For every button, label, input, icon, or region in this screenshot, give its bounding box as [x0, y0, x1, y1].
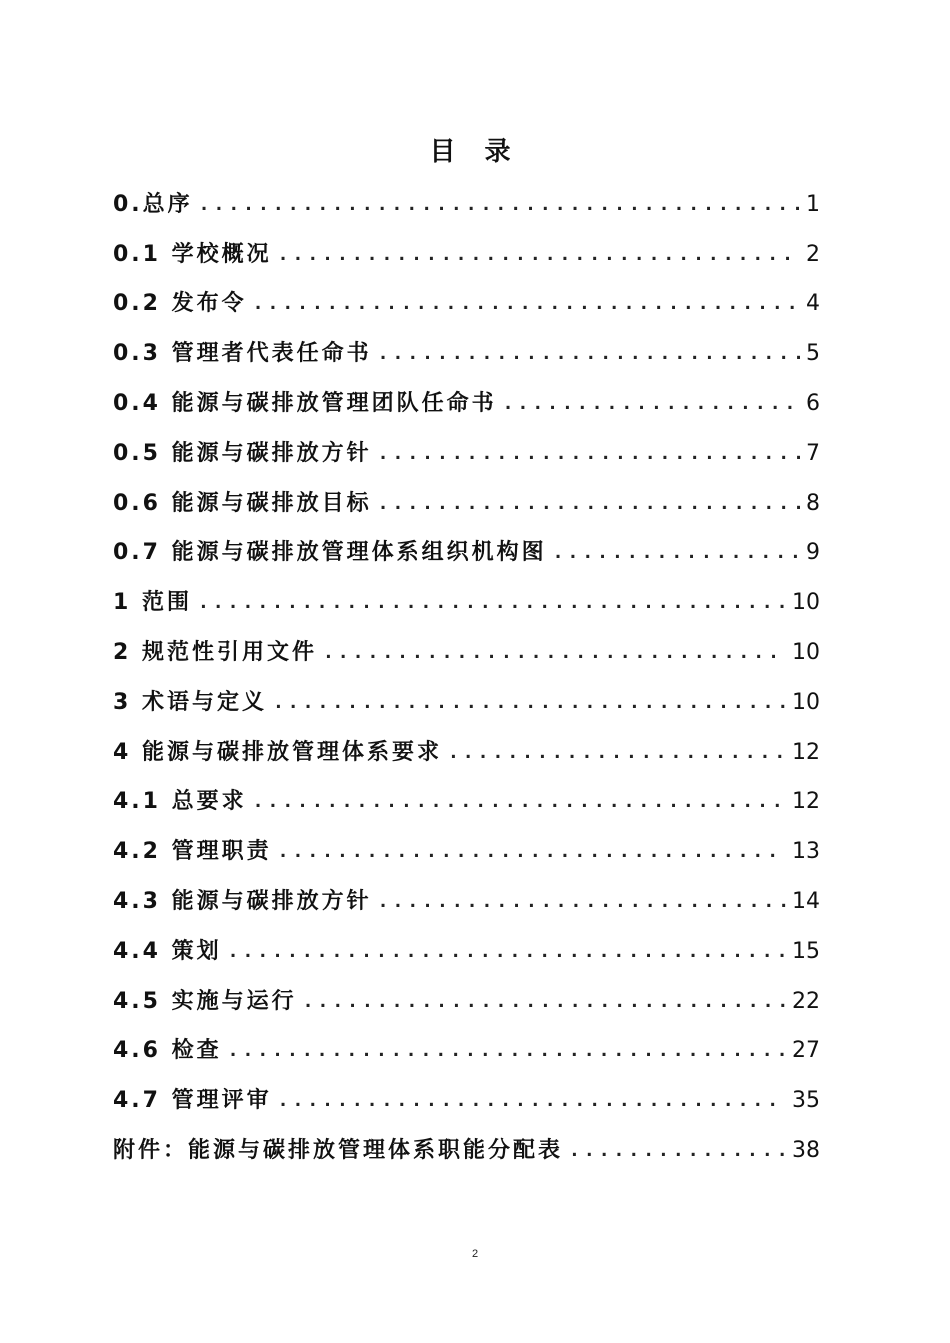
toc-entry-page: 6 — [806, 391, 820, 417]
toc-entry[interactable] — [113, 1076, 820, 1126]
toc-dot-leader — [228, 937, 786, 967]
toc-entry[interactable] — [113, 230, 820, 280]
toc-entry-label: 4 能源与碳排放管理体系要求 — [113, 739, 442, 765]
toc-entry[interactable] — [113, 927, 820, 977]
toc-entry-label: 4.5 实施与运行 — [113, 988, 297, 1014]
toc-dot-leader — [378, 489, 800, 519]
toc-dot-leader — [448, 738, 786, 768]
toc-entry-page: 35 — [792, 1088, 820, 1114]
toc-entry[interactable] — [113, 1126, 820, 1176]
toc-entry-label: 3 术语与定义 — [113, 689, 267, 715]
toc-entry-page: 2 — [806, 241, 820, 267]
toc-entry-label: 2 规范性引用文件 — [113, 640, 317, 666]
toc-dot-leader — [553, 538, 800, 568]
toc-entry[interactable] — [113, 280, 820, 330]
toc-entry-page: 4 — [806, 291, 820, 317]
toc-entry-page: 1 — [806, 191, 820, 217]
toc-entry[interactable] — [113, 1027, 820, 1077]
toc-dot-leader — [378, 887, 786, 917]
toc-entry-label: 4.2 管理职责 — [113, 839, 272, 865]
toc-dot-leader — [378, 439, 800, 469]
toc-dot-leader — [323, 638, 786, 668]
toc-entry-page: 27 — [792, 1038, 820, 1064]
toc-entry-label: 4.7 管理评审 — [113, 1088, 272, 1114]
toc-entry-label: 0.5 能源与碳排放方针 — [113, 440, 372, 466]
toc-entry[interactable] — [113, 329, 820, 379]
toc-entry-label: 0.7 能源与碳排放管理体系组织机构图 — [113, 540, 547, 566]
toc-entry-label: 附件：能源与碳排放管理体系职能分配表 — [113, 1138, 564, 1164]
toc-entry-label: 0.总序 — [113, 191, 193, 217]
toc-dot-leader — [278, 1086, 786, 1116]
toc-entry-page: 12 — [792, 789, 820, 815]
toc-entry-page: 8 — [806, 490, 820, 516]
toc-entry[interactable] — [113, 529, 820, 579]
page-number: 2 — [471, 1248, 479, 1260]
toc-entry[interactable] — [113, 429, 820, 479]
toc-entry-label: 4.3 能源与碳排放方针 — [113, 889, 372, 915]
toc-entry[interactable] — [113, 877, 820, 927]
toc-entry-page: 5 — [806, 341, 820, 367]
toc-dot-leader — [198, 588, 786, 618]
toc-entry[interactable] — [113, 578, 820, 628]
toc-dot-leader — [303, 987, 786, 1017]
toc-entry-label: 0.6 能源与碳排放目标 — [113, 490, 372, 516]
toc-dot-leader — [278, 240, 800, 270]
toc-entry-page: 10 — [792, 640, 820, 666]
toc-entry-page: 7 — [806, 440, 820, 466]
toc-entry[interactable] — [113, 180, 820, 230]
toc-entry-page: 14 — [792, 889, 820, 915]
toc-entry-label: 4.1 总要求 — [113, 789, 247, 815]
toc-dot-leader — [278, 837, 786, 867]
toc-dot-leader — [503, 389, 800, 419]
toc-entry-page: 9 — [806, 540, 820, 566]
toc-entry-page: 12 — [792, 739, 820, 765]
toc-dot-leader — [199, 190, 800, 220]
toc-entry-page: 10 — [792, 590, 820, 616]
toc-dot-leader — [569, 1136, 786, 1166]
toc-entry-label: 0.3 管理者代表任命书 — [113, 341, 372, 367]
toc-entry-page: 38 — [792, 1138, 820, 1164]
toc-entry-label: 0.1 学校概况 — [113, 241, 272, 267]
toc-title: 目 录 — [429, 137, 521, 167]
toc-entry[interactable] — [113, 678, 820, 728]
toc-entry-label: 4.4 策划 — [113, 938, 222, 964]
toc-entry[interactable] — [113, 379, 820, 429]
toc-dot-leader — [273, 688, 786, 718]
toc-entry-page: 10 — [792, 689, 820, 715]
toc-dot-leader — [228, 1036, 786, 1066]
toc-entry-label: 0.2 发布令 — [113, 291, 247, 317]
toc-entry[interactable] — [113, 778, 820, 828]
toc-entry[interactable] — [113, 628, 820, 678]
toc-entry[interactable] — [113, 728, 820, 778]
toc-entry[interactable] — [113, 479, 820, 529]
toc-entry-label: 1 范围 — [113, 590, 192, 616]
toc-entry-label: 4.6 检查 — [113, 1038, 222, 1064]
toc-dot-leader — [378, 339, 800, 369]
toc-entry-label: 0.4 能源与碳排放管理团队任命书 — [113, 391, 497, 417]
toc-entry-page: 13 — [792, 839, 820, 865]
toc-dot-leader — [253, 787, 786, 817]
toc-entry-page: 15 — [792, 938, 820, 964]
toc-entry[interactable] — [113, 827, 820, 877]
toc-entry-page: 22 — [792, 988, 820, 1014]
toc-dot-leader — [253, 289, 800, 319]
toc-list — [113, 180, 820, 1176]
toc-entry[interactable] — [113, 977, 820, 1027]
